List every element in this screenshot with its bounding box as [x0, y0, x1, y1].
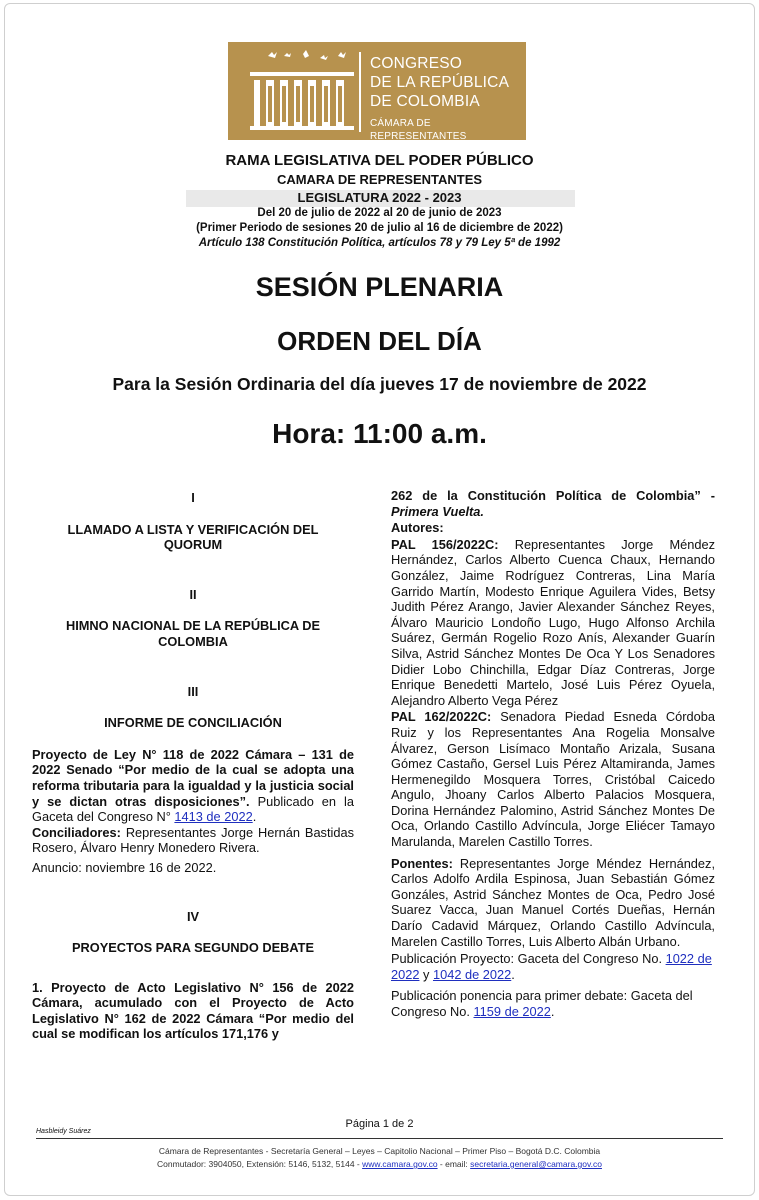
section-i-title-b: QUORUM — [163, 537, 223, 553]
capitol-emblem-icon — [228, 42, 356, 140]
section-ii-title-b: COLOMBIA — [158, 633, 228, 649]
bill-118-title: Proyecto de Ley N° 118 de 2022 Cámara – 131 de 2022 Senado “Por medio de la cual se adopta una reforma tributaria para la igualdad y la justicia social y se dictan otras disposiciones”. — [32, 746, 354, 809]
report-publication — [391, 988, 715, 1019]
header-legal-basis: Artículo 138 Constitución Política, artículos 78 y 79 Ley 5ª de 1992 — [198, 237, 561, 249]
logo-line-2: DE LA REPÚBLICA — [370, 74, 510, 91]
gaceta-1413-link[interactable]: 1413 de 2022 — [174, 809, 253, 825]
left-column — [32, 486, 354, 1042]
logo-text — [370, 54, 526, 143]
rapporteurs-names: Representantes Jorge Méndez Hernández, Carlos Adolfo Ardila Espinosa, Juan Sebastián Gómez Gonzáles, Astrid Sánchez Montes de Oca, Pedro José Suarez Vacca, Juan Manuel Cortés Dueñas, Hernán Darío Cadavid Márquez, Orlando Castillo Advíncula, Marelen Castillo Torres, Luis Alberto Albán Urbano. — [391, 855, 715, 949]
footer-contact — [0, 1159, 759, 1169]
bill-156-continuation — [391, 488, 715, 519]
conciliation-paragraph — [32, 747, 354, 825]
conciliators-label: Conciliadores: — [32, 824, 121, 840]
right-column — [391, 488, 715, 1020]
footer-phone: Conmutador: 3904050, Extensión: 5146, 5132, 5144 - — [157, 1159, 363, 1169]
project-publication — [391, 951, 715, 982]
bill-156-title: 1. Proyecto de Acto Legislativo N° 156 de 2022 Cámara, acumulado con el Proyecto de Acto Legislativo N° 162 de 2022 Cámara “Por medio del cual se modifican los artículos 171,176 y — [32, 979, 354, 1042]
announcement: Anuncio: noviembre 16 de 2022. — [32, 859, 217, 875]
section-iv-number: IV — [186, 908, 200, 924]
pal-162-names: Senadora Piedad Esneda Córdoba Ruiz y los Representantes Ana Rogelia Monsalve Álvarez, Gerson Lisímaco Montaño Arizala, Susana Gómez Castaño, Gersel Luis Pérez Altamiranda, James Hermenegildo Mosquera Torres, Cristóbal Caicedo Angulo, Jhoany Carlos Alberto Palacios Mosquera, Dorina Hernández Palomino, Astrid Sánchez Montes De Oca, Orlando Castillo Advíncula, Jorge Eliécer Tamayo Marulanda, Marelen Castillo Torres. — [391, 709, 715, 850]
logo-line-1: CONGRESO — [370, 55, 463, 72]
gaceta-1042-link[interactable]: 1042 de 2022 — [432, 966, 512, 982]
pal-156-names: Representantes Jorge Méndez Hernández, Carlos Alberto Cuenca Chaux, Hernando González, Jaime Rodríguez Contreras, Lina María Garrido Martín, Modesto Enrique Aguilera Vides, Betsy Judith Pérez Arango, Javier Alexander Sánchez Reyes, Álvaro Mauricio Londoño Lugo, Hugo Alfonso Archila Suárez, Germán Rogelio Rozo Anís, Alexander Guarín Silva, Astrid Sánchez Montes De Oca Y Los Senadores Didier Lobo Chinchilla, Edgar Díaz Contreras, Jorge Enrique Benedetti Martelo, José Luis Pérez Oyuela, Alejandro Alberto Vega Pérez — [391, 536, 715, 708]
congress-logo — [228, 42, 526, 140]
gaceta-1022-link[interactable]: 1022 de 2022 — [391, 951, 712, 982]
session-date: Para la Sesión Ordinaria del día jueves 17 de noviembre de 2022 — [112, 374, 647, 394]
pal-162-label: PAL 162/2022C: — [391, 709, 492, 725]
section-i-title-a: LLAMADO A LISTA Y VERIFICACIÓN DEL — [67, 521, 319, 537]
section-iv-title: PROYECTOS PARA SEGUNDO DEBATE — [72, 940, 314, 956]
session-time: Hora: 11:00 a.m. — [272, 418, 487, 449]
bill-118-end: . — [252, 809, 257, 825]
footer-address: Cámara de Representantes - Secretaría General – Leyes – Capitolio Nacional – Primer Piso – Bogotá D.C. Colombia — [158, 1146, 601, 1156]
document-author: Hasbleidy Suárez — [36, 1128, 91, 1135]
project-publication-label: Publicación Proyecto: Gaceta del Congreso No. — [391, 951, 666, 967]
pal-156-label: PAL 156/2022C: — [391, 536, 499, 552]
gaceta-1159-link[interactable]: 1159 de 2022 — [473, 1004, 551, 1019]
authors-label: Autores: — [391, 520, 444, 536]
header-period: (Primer Periodo de sesiones 20 de julio al 16 de diciembre de 2022) — [196, 222, 563, 234]
report-publication-label: Publicación ponencia para primer debate: Gaceta del Congreso No. — [391, 988, 693, 1019]
logo-divider — [359, 52, 361, 132]
header-dates: Del 20 de julio de 2022 al 20 de junio de 2023 — [257, 207, 502, 219]
rapporteurs — [391, 856, 715, 950]
pal-162-authors — [391, 709, 715, 849]
header-chamber: CAMARA DE REPRESENTANTES — [276, 172, 483, 187]
page-title: SESIÓN PLENARIA — [255, 272, 504, 302]
website-link[interactable]: www.camara.gov.co — [362, 1159, 438, 1169]
email-link[interactable]: secretaria.general@camara.gov.co — [470, 1159, 602, 1169]
conciliators-names: Representantes Jorge Hernán Bastidas Rosero, Álvaro Henry Monedero Rivera. — [32, 824, 354, 856]
bill-156-title-end: 262 de la Constitución Política de Colombia” - — [391, 488, 715, 503]
report-publication-end: . — [550, 1004, 555, 1019]
rapporteurs-label: Ponentes: — [391, 855, 453, 871]
footer-divider — [36, 1138, 723, 1139]
header-branch: RAMA LEGISLATIVA DEL PODER PÚBLICO — [225, 152, 534, 169]
section-i-number: I — [191, 490, 195, 505]
pal-156-authors — [391, 537, 715, 709]
page-number: Página 1 de 2 — [345, 1118, 414, 1130]
footer-email-label: - email: — [437, 1159, 471, 1169]
section-iii-title: INFORME DE CONCILIACIÓN — [104, 715, 282, 731]
agenda-title: ORDEN DEL DÍA — [277, 326, 482, 356]
section-ii-number: II — [189, 586, 197, 602]
header-legislature: LEGISLATURA 2022 - 2023 — [297, 190, 462, 205]
logo-line-4: CÁMARA DE REPRESENTANTES — [370, 118, 467, 142]
section-ii-title-a: HIMNO NACIONAL DE LA REPÚBLICA DE — [65, 618, 321, 634]
and-text: y — [419, 966, 433, 982]
project-publication-end: . — [511, 966, 515, 982]
bill-118-publication: Publicado en la Gaceta del Congreso N° — [32, 793, 354, 825]
first-round-label: Primera Vuelta. — [391, 503, 484, 519]
section-iii-number: III — [187, 683, 199, 699]
conciliators-paragraph — [32, 825, 354, 856]
logo-line-3: DE COLOMBIA — [370, 93, 480, 110]
